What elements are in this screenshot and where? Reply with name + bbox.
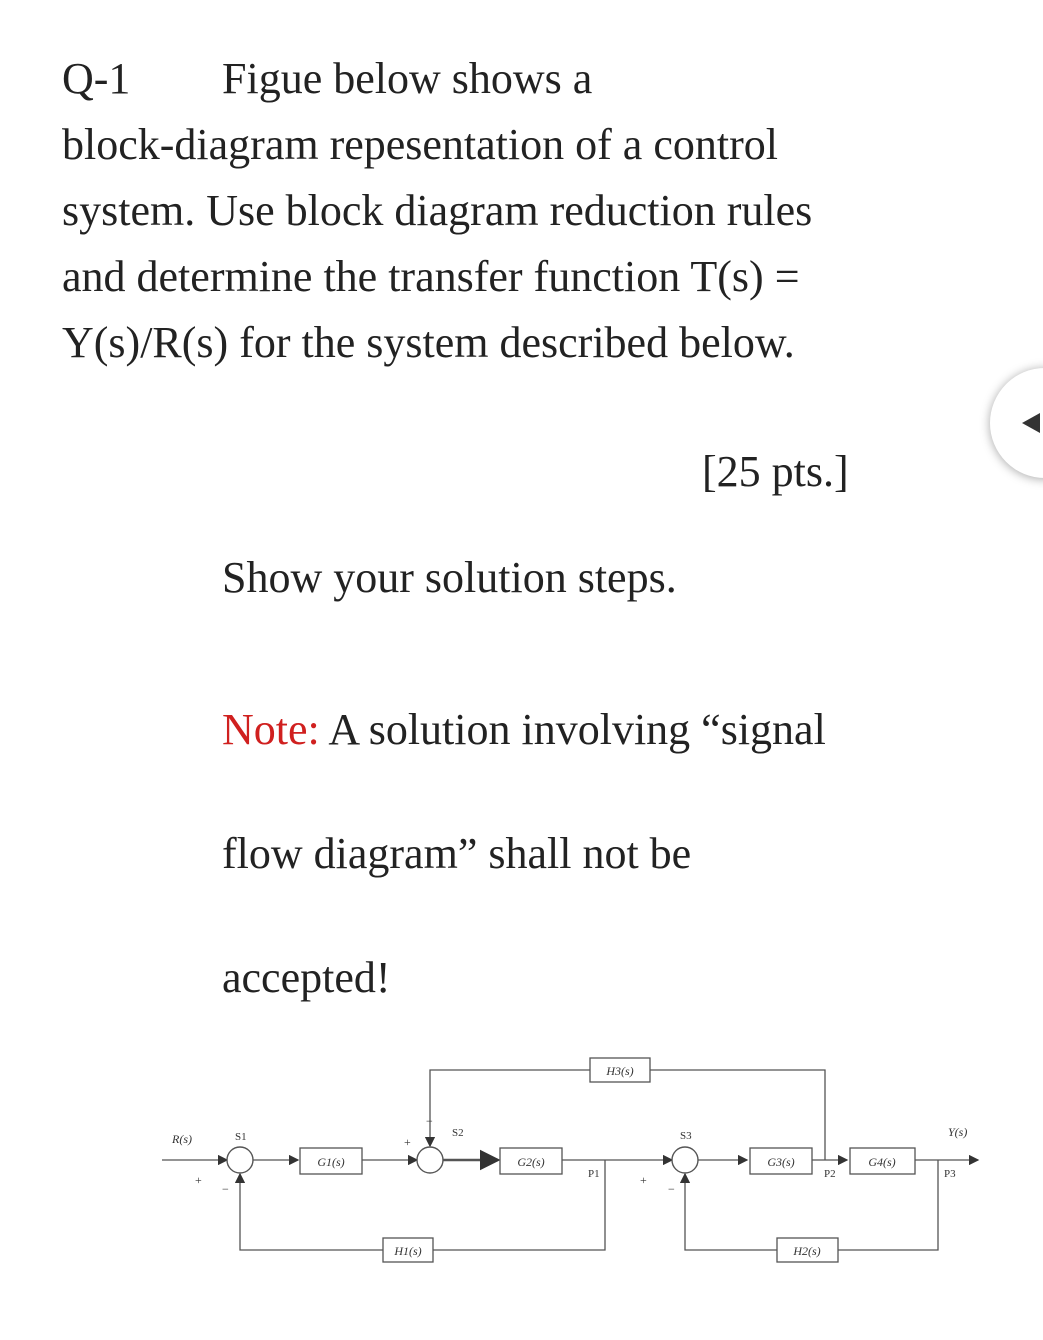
p3-label: P3 <box>944 1168 956 1180</box>
svg-text:H1(s): H1(s) <box>394 1244 422 1258</box>
svg-text:H3(s): H3(s) <box>606 1064 634 1078</box>
svg-text:−: − <box>222 1182 229 1196</box>
note-line-3: accepted! <box>222 953 391 1002</box>
question-line-2: block-diagram repesentation of a control <box>62 120 778 169</box>
output-label: Y(s) <box>948 1125 968 1139</box>
summing-junction-s1 <box>227 1147 253 1173</box>
svg-text:+: + <box>404 1135 411 1149</box>
s3-label: S3 <box>680 1130 692 1142</box>
svg-text:+: + <box>640 1173 647 1187</box>
note-line-1: Note: A solution involving “signal <box>222 705 826 754</box>
svg-text:−: − <box>426 1114 433 1128</box>
chevron-left-icon <box>1020 408 1043 438</box>
block-h3 <box>590 1058 650 1082</box>
question-line-1: Q-1 Figue below shows a <box>62 46 1002 112</box>
side-panel-handle[interactable] <box>990 368 1043 478</box>
s1-label: S1 <box>235 1131 247 1143</box>
block-h1 <box>383 1238 433 1262</box>
svg-text:+: + <box>195 1173 202 1187</box>
p1-label: P1 <box>588 1168 600 1180</box>
note-label: Note: <box>222 705 320 754</box>
question-line-3: system. Use block diagram reduction rules <box>62 186 813 235</box>
svg-text:G2(s): G2(s) <box>517 1155 545 1169</box>
svg-text:G3(s): G3(s) <box>767 1155 795 1169</box>
question-line-4: and determine the transfer function T(s) = <box>62 252 800 301</box>
p2-label: P2 <box>824 1168 836 1180</box>
svg-text:G4(s): G4(s) <box>868 1155 896 1169</box>
input-label: R(s) <box>172 1132 192 1146</box>
points-label: [25 pts.] <box>702 447 849 496</box>
question-line-5: Y(s)/R(s) for the system described below. <box>62 318 795 367</box>
svg-text:G1(s): G1(s) <box>317 1155 345 1169</box>
block-diagram <box>150 1050 990 1280</box>
block-g3 <box>750 1148 812 1174</box>
summing-junction-s2 <box>417 1147 443 1173</box>
svg-text:−: − <box>668 1182 675 1196</box>
block-g1 <box>300 1148 362 1174</box>
instruction-text: Show your solution steps. <box>222 553 677 602</box>
block-g4 <box>850 1148 915 1174</box>
block-g2 <box>500 1148 562 1174</box>
svg-text:H2(s): H2(s) <box>793 1244 821 1258</box>
note-block <box>222 668 1012 1040</box>
block-h2 <box>777 1238 838 1262</box>
question-number: Q-1 <box>62 54 131 103</box>
note-line-2: flow diagram” shall not be <box>222 829 692 878</box>
s2-label: S2 <box>452 1127 464 1139</box>
question-text <box>62 46 1002 376</box>
summing-junction-s3 <box>672 1147 698 1173</box>
